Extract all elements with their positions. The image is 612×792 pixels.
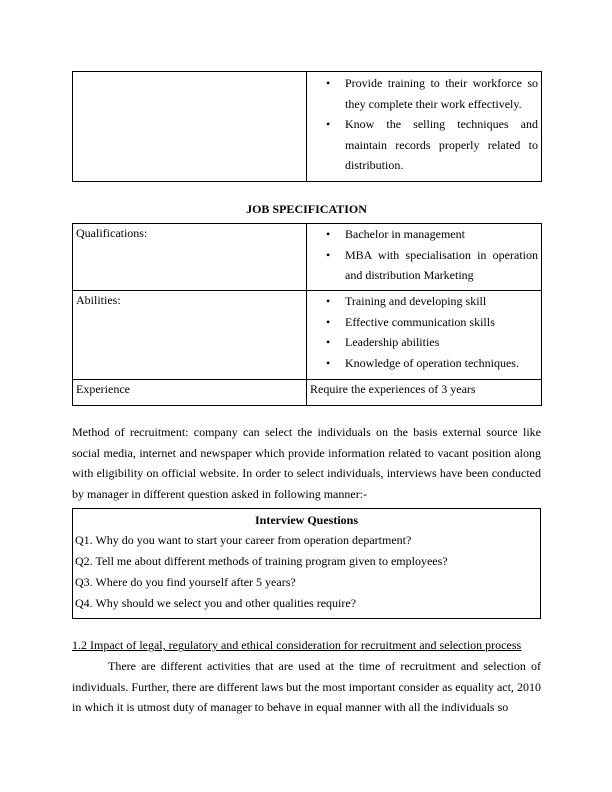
list-item: • MBA with specialisation in operation and distribution Marketing bbox=[310, 245, 538, 286]
continued-table-right-cell bbox=[307, 72, 542, 182]
abilities-cell bbox=[307, 291, 542, 380]
interview-questions-box bbox=[72, 508, 541, 619]
table-row bbox=[73, 380, 542, 406]
list-item: • Bachelor in management bbox=[310, 224, 538, 245]
list-item: • Knowledge of operation techniques. bbox=[310, 353, 538, 374]
table-row bbox=[73, 224, 542, 291]
list-item: • Effective communication skills bbox=[310, 312, 538, 333]
qualifications-cell bbox=[307, 224, 542, 291]
interview-question: Q2. Tell me about different methods of training program given to employees? bbox=[75, 554, 448, 568]
list-item: • Training and developing skill bbox=[310, 291, 538, 312]
abilities-label: Abilities: bbox=[73, 291, 307, 380]
interview-question: Q3. Where do you find yourself after 5 years? bbox=[75, 575, 296, 589]
section-paragraph: There are different activities that are used at the time of recruitment and selection of individuals. Further, there are different laws but the most important consider as equality act, 2010 in which it is utmost duty of manager to behave in equal manner with all the individuals so bbox=[72, 659, 541, 714]
job-specification-table bbox=[72, 223, 542, 406]
qualifications-label: Qualifications: bbox=[73, 224, 307, 291]
section-heading: 1.2 Impact of legal, regulatory and ethical consideration for recruitment and selection process bbox=[72, 638, 522, 652]
job-specification-heading: JOB SPECIFICATION bbox=[246, 202, 367, 216]
experience-label: Experience bbox=[73, 380, 307, 406]
continued-table-left-cell bbox=[73, 72, 307, 182]
interview-question: Q1. Why do you want to start your career from operation department? bbox=[75, 533, 412, 547]
continued-table bbox=[72, 71, 542, 182]
list-item: • Know the selling techniques and maintain records properly related to distribution. bbox=[310, 114, 538, 176]
table-row bbox=[73, 291, 542, 380]
list-item: • Leadership abilities bbox=[310, 332, 538, 353]
interview-question: Q4. Why should we select you and other qualities require? bbox=[75, 596, 357, 610]
list-item: • Provide training to their workforce so they complete their work effectively. bbox=[310, 73, 538, 114]
recruitment-paragraph: Method of recruitment: company can select the individuals on the basis external source like social media, internet and newspaper which provide information related to vacant position along with eligibility on official website. In order to select individuals, interviews have been conducted by manager in different question asked in following manner:- bbox=[72, 425, 541, 501]
interview-questions-title: Interview Questions bbox=[255, 513, 358, 527]
experience-value: Require the experiences of 3 years bbox=[307, 380, 542, 406]
